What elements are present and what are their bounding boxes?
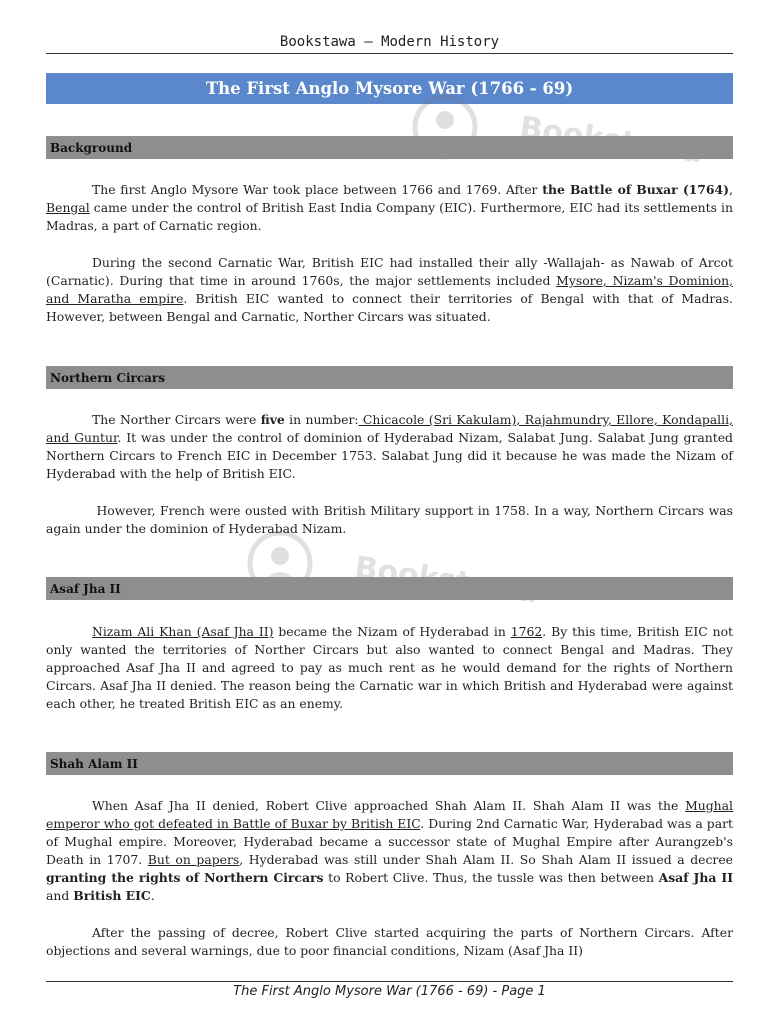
paragraph-background-2: During the second Carnatic War, British EIC had installed their ally -Wallajah- as Nawab of Arcot (Carnatic). During that time in around 1760s, the major settlements included Mysore, Nizam's Dominion, and Maratha empire. British EIC wanted to connect their territories of Bengal with that of Madras. However, between Bengal and Carnatic, Norther Circars was situated. xyxy=(46,255,733,324)
section-heading-shah-alam: Shah Alam II xyxy=(46,752,733,775)
paragraph-northern-circars-1: The Norther Circars were five in number: Chicacole (Sri Kakulam), Rajahmundry, Ellore, Kondapalli, and Guntur. It was under the control of dominion of Hyderabad Nizam, Salabat Jung. Salabat Jung granted Northern Circars to French EIC in December 1753. Salabat Jung did it because he was made the Nizam of Hyderabad with the help of British EIC. xyxy=(46,412,733,481)
page-footer: The First Anglo Mysore War (1766 - 69) - Page 1 xyxy=(233,984,546,999)
section-heading-northern-circars: Northern Circars xyxy=(46,366,733,389)
page-header: Bookstawa — Modern History xyxy=(279,34,500,50)
paragraph-shah-alam-2: After the passing of decree, Robert Clive started acquiring the parts of Northern Circars. After objections and several warnings, due to poor financial conditions, Nizam (Asaf Jha II) xyxy=(46,925,733,958)
paragraph-asaf-jha-1: Nizam Ali Khan (Asaf Jha II) became the Nizam of Hyderabad in 1762. By this time, British EIC not only wanted the territories of Norther Circars but also wanted to connect Bengal and Madras. They approached Asaf Jha II and agreed to pay as much rent as he would demand for the rights of Northern Circars. Asaf Jha II denied. The reason being the Carnatic war in which British and Hyderabad were against each other, he treated British EIC as an enemy. xyxy=(46,624,734,711)
document-title: The First Anglo Mysore War (1766 - 69) xyxy=(46,73,733,104)
paragraph-background-1: The first Anglo Mysore War took place between 1766 and 1769. After the Battle of Buxar (1764), Bengal came under the control of British East India Company (EIC). Furthermore, EIC had its settlements in Madras, a part of Carnatic region. xyxy=(46,182,733,233)
section-heading-background: Background xyxy=(46,136,733,159)
paragraph-northern-circars-2: However, French were ousted with British Military support in 1758. In a way, Northern Circars was again under the dominion of Hyderabad Nizam. xyxy=(46,503,733,536)
section-heading-asaf-jha: Asaf Jha II xyxy=(46,577,733,600)
paragraph-shah-alam-1: When Asaf Jha II denied, Robert Clive approached Shah Alam II. Shah Alam II was the Mughal emperor who got defeated in Battle of Buxar by British EIC. During 2nd Carnatic War, Hyderabad was a part of Mughal empire. Moreover, Hyderabad became a successor state of Mughal Empire after Aurangzeb's Death in 1707. But on papers, Hyderabad was still under Shah Alam II. So Shah Alam II issued a decree granting the rights of Northern Circars to Robert Clive. Thus, the tussle was then between Asaf Jha II and British EIC. xyxy=(46,798,733,903)
header-divider xyxy=(46,53,733,54)
footer-divider xyxy=(46,981,733,982)
watermark-middle xyxy=(245,528,575,618)
